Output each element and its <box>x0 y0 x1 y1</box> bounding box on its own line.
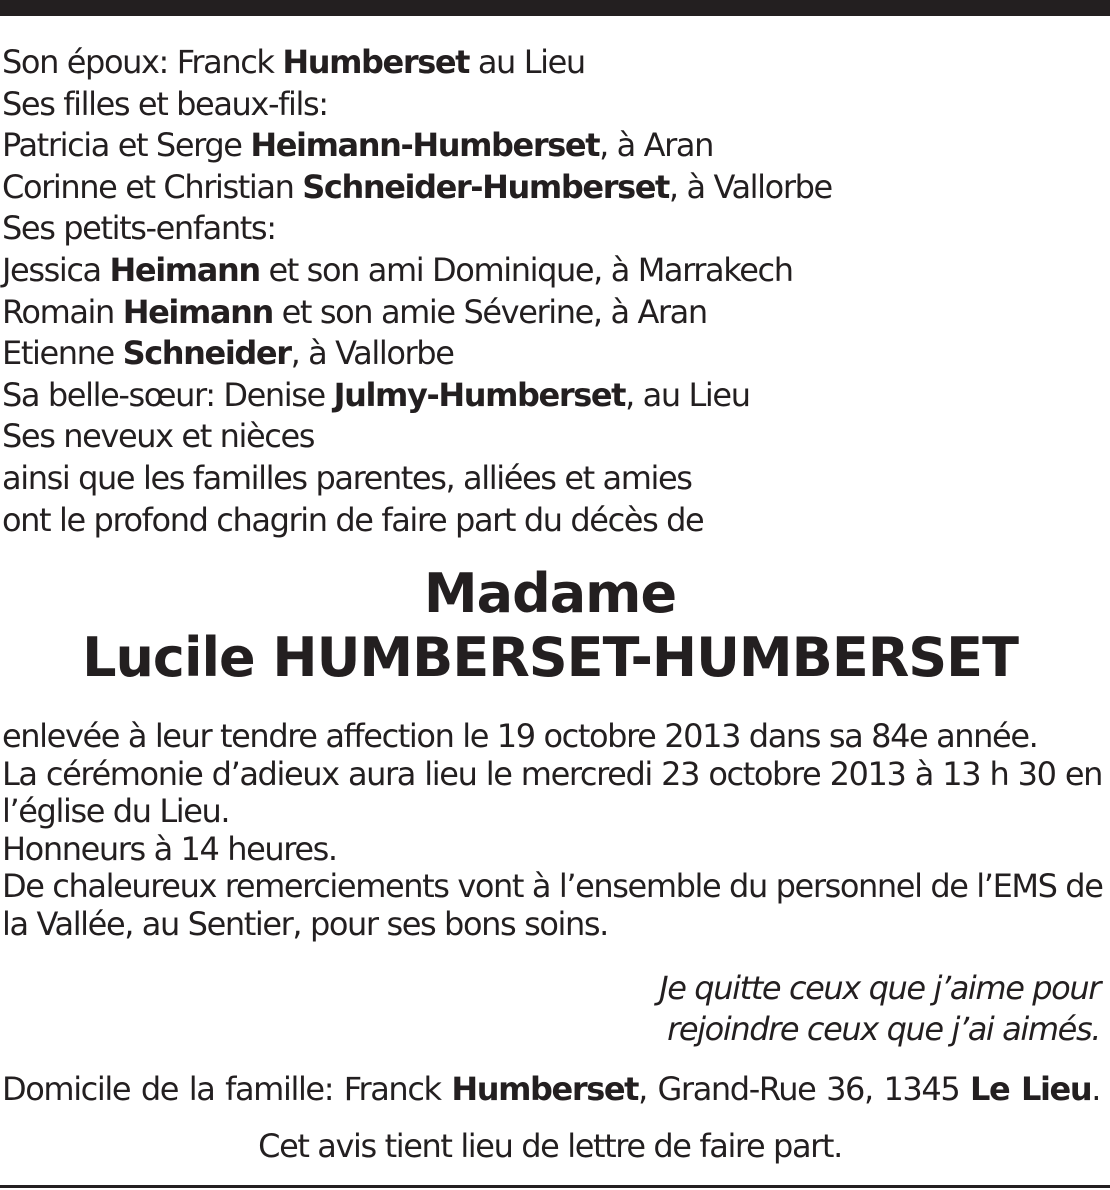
top-rule <box>0 0 1110 16</box>
grandchild-line: Romain Heimann et son amie Séverine, à Aran <box>2 292 707 331</box>
grandchildren-heading: Ses petits-enfants: <box>2 209 276 248</box>
quote <box>0 968 1100 1050</box>
closing-line: Cet avis tient lieu de lettre de faire part. <box>258 1127 842 1165</box>
nephews-line: Ses neveux et nièces <box>2 417 315 456</box>
sister-in-law-line: Sa belle-sœur: Denise Julmy-Humberset, au Lieu <box>2 375 750 414</box>
deceased-title: Madame <box>423 562 677 625</box>
domicile-line: Domicile de la famille: Franck Humberset, Grand-Rue 36, 1345 Le Lieu. <box>2 1070 1100 1108</box>
grandchild-line: Etienne Schneider, à Vallorbe <box>2 334 454 373</box>
daughter-line: Corinne et Christian Schneider-Humberset, à Vallorbe <box>2 167 832 206</box>
notice-line: la Vallée, au Sentier, pour ses bons soins. <box>2 904 608 943</box>
quote-line: rejoindre ceux que j’ai aimés. <box>667 1010 1100 1048</box>
daughters-heading: Ses filles et beaux-fils: <box>2 84 328 123</box>
grandchild-line: Jessica Heimann et son ami Dominique, à Marrakech <box>2 250 793 289</box>
daughter-line: Patricia et Serge Heimann-Humberset, à Aran <box>2 126 713 165</box>
notice-line: La cérémonie d’adieux aura lieu le mercredi 23 octobre 2013 à 13 h 30 en <box>2 754 1102 793</box>
notice-line: Honneurs à 14 heures. <box>2 829 337 868</box>
notice-line: De chaleureux remerciements vont à l’ensemble du personnel de l’EMS de <box>2 867 1103 906</box>
bottom-rule <box>0 1185 1110 1188</box>
notice-line: enlevée à leur tendre affection le 19 octobre 2013 dans sa 84e année. <box>2 717 1038 755</box>
notice-line: l’église du Lieu. <box>2 792 230 831</box>
announcement-line: ont le profond chagrin de faire part du décès de <box>2 500 704 539</box>
spouse-line: Son époux: Franck Humberset au Lieu <box>2 43 585 81</box>
notice-text <box>2 718 1102 944</box>
families-line: ainsi que les familles parentes, alliées et amies <box>2 458 692 497</box>
deceased-name: Lucile HUMBERSET-HUMBERSET <box>82 626 1018 689</box>
deceased-name-block <box>0 562 1100 690</box>
family-list <box>2 42 1102 541</box>
quote-line: Je quitte ceux que j’aime pour <box>659 969 1100 1007</box>
